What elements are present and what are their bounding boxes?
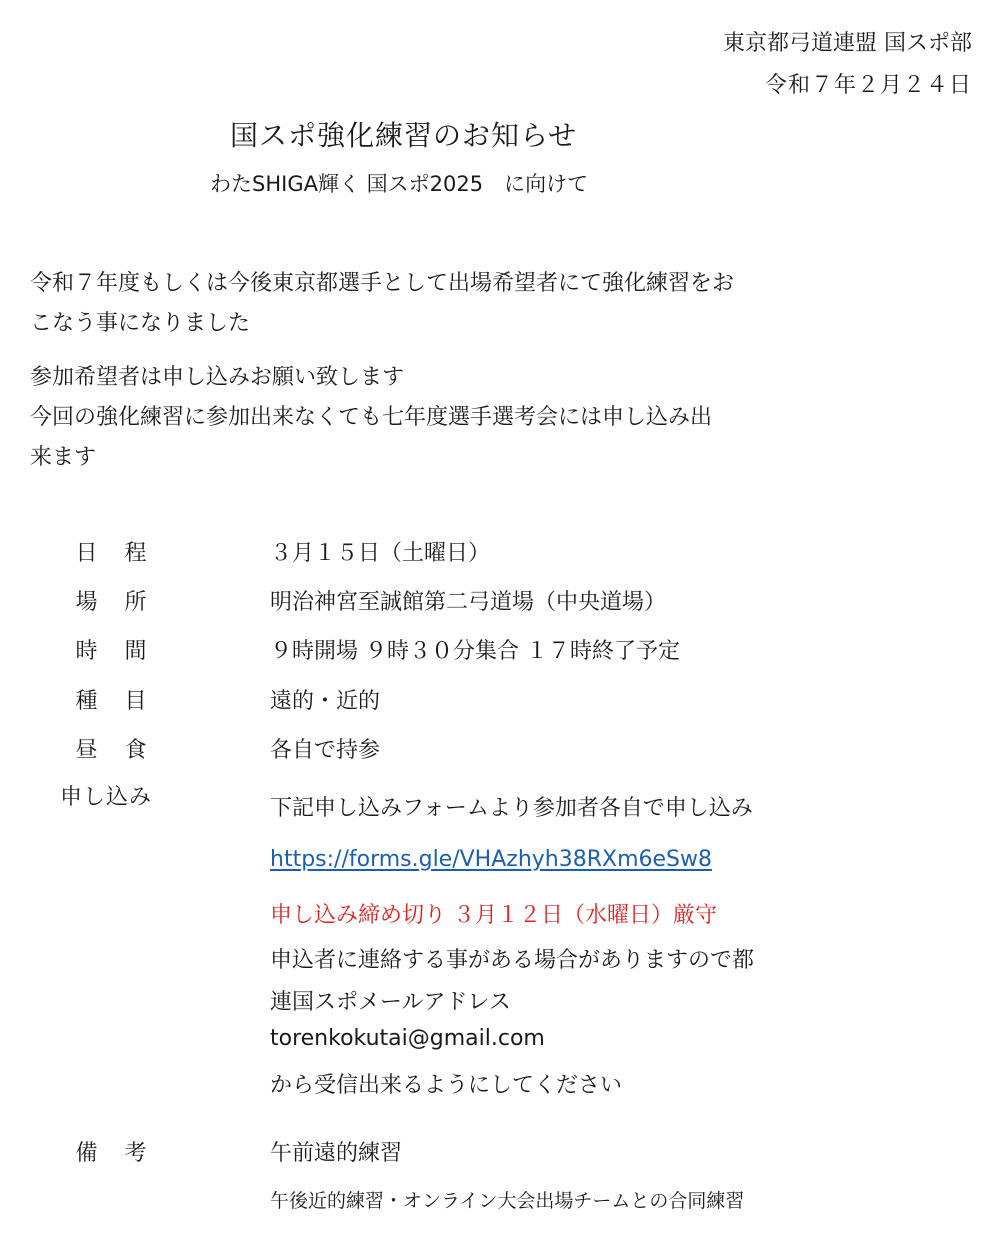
intro-line: 令和７年度もしくは今後東京都選手として出場希望者にて強化練習をお: [30, 271, 735, 296]
contact-note-line: 連国スポメールアドレス: [270, 990, 511, 1015]
place-label: 場 所: [75, 590, 157, 615]
intro-line: 来ます: [30, 445, 97, 470]
apply-instruction: 下記申し込みフォームより参加者各自で申し込み: [270, 796, 753, 821]
lunch-value: 各自で持参: [270, 738, 381, 763]
intro-line: 今回の強化練習に参加出来なくても七年度選手選考会には申し込み出: [30, 405, 713, 430]
contact-email: torenkokutai@gmail.com: [270, 1026, 545, 1051]
time-value: ９時開場 ９時３０分集合 １７時終了予定: [270, 639, 680, 664]
event-label: 種 目: [75, 689, 157, 714]
intro-line: 参加希望者は申し込みお願い致します: [30, 365, 405, 390]
intro-line: こなう事になりました: [30, 311, 251, 336]
notice-date: 令和７年２月２４日: [764, 73, 972, 98]
notes-label: 備 考: [75, 1141, 157, 1166]
intro-paragraph-2: [30, 358, 712, 478]
document-title: 国スポ強化練習のお知らせ: [230, 119, 578, 152]
contact-note-line: 申込者に連絡する事がある場合がありますので都: [270, 948, 755, 973]
notes-line: 午後近的練習・オンライン大会出場チームとの合同練習: [270, 1190, 745, 1212]
apply-label: 申し込み: [59, 785, 152, 810]
place-value: 明治神宮至誠館第二弓道場（中央道場）: [270, 590, 667, 615]
deadline-notice: 申し込み締め切り ３月１２日（水曜日）厳守: [270, 903, 717, 928]
lunch-label: 昼 食: [75, 738, 157, 763]
organization-name: 東京都弓道連盟 国スポ部: [723, 31, 972, 56]
document-subtitle: わたSHIGA輝く 国スポ2025 に向けて: [210, 172, 589, 196]
event-value: 遠的・近的: [270, 689, 381, 714]
intro-paragraph-1: [30, 264, 734, 344]
schedule-value: ３月１５日（土曜日）: [270, 541, 491, 566]
application-form-link[interactable]: https://forms.gle/VHAzhyh38RXm6eSw8: [270, 847, 712, 872]
time-label: 時 間: [75, 639, 157, 664]
notes-line: 午前遠的練習: [270, 1141, 403, 1166]
schedule-label: 日 程: [75, 541, 157, 566]
contact-note-line: から受信出来るようにしてください: [270, 1073, 623, 1098]
